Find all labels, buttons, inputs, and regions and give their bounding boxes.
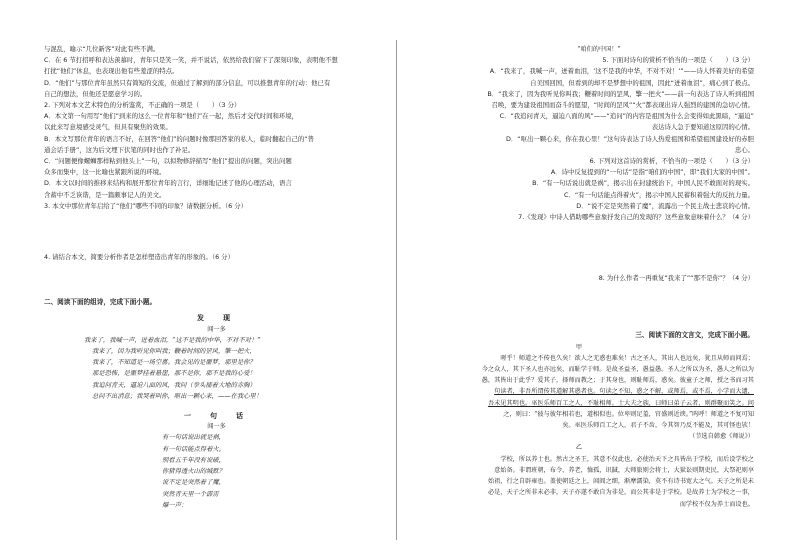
text-line: C．“我追问青天，逼迫八面的风”——“追问”的内容是祖国为什么会变得如此黑暗，“逼迫” bbox=[499, 112, 754, 121]
passage-line: 学校，所以养士也。然古之圣王，其意不仅此也，必使治天下之具皆出于学校，而后设学校之 bbox=[500, 455, 754, 463]
poem-line: 你猜得透火山的缄默？ bbox=[162, 468, 225, 476]
poem-line: 别看五千年没有说破， bbox=[162, 456, 225, 464]
text-line: D．“呕出一颗心来，你在我心里！”这句诗表达了诗人热爱祖国和希望祖国建设好的赤胆 bbox=[506, 134, 754, 143]
text-line: A．本文第一句用写“他们”到来的这么一位青年和“他们”在一起，然后才交代时间和环境， bbox=[44, 112, 299, 121]
poem-line: 有一句话能点得着火。 bbox=[162, 445, 225, 453]
classical-passage-b bbox=[404, 454, 754, 510]
passage-line: 愚，其皆出于此乎？爱其子，择师而教之；于其身也，则耻师焉，惑矣。彼童子之师，授之书而习其 bbox=[481, 377, 754, 385]
question-4: 4. 请结合本文，简要分析作者是怎样塑造出青年的形象的。（6 分） bbox=[44, 253, 234, 262]
text-line: 通会话手册”，这为后文埋下伏笔的同时也作了补足。 bbox=[44, 145, 195, 154]
text-line: 与混乱，喻示“几位新客”对此有些不满。 bbox=[44, 45, 160, 53]
passage-line: 矣。巫医乐师百工之人，君子不齿，今其智乃反不能及，其可怪也欤！ bbox=[562, 422, 754, 430]
passage-line: 始祖，行之自辟雍也。盖使朝廷之上，闾阎之细，渐摩濡染，莫不有诗书宽大之气。天子之所是未 bbox=[487, 478, 754, 486]
poem-line: 爆一声： bbox=[162, 501, 188, 509]
question-2: 2. 下列对本文艺术特色的分析鉴赏，不正确的一项是（ ）（3 分） bbox=[44, 101, 241, 110]
passage-line: 今之众人，其下圣人也亦远矣，而耻学于师。是故圣益圣，愚益愚。圣人之所以为圣，愚人之所以为 bbox=[481, 366, 754, 374]
text-line: B．本文写那位青年的语言不好，在回答“他们”的问题时像那回答家的私人，临时翻起自己的“普 bbox=[44, 134, 314, 143]
poem-line: 有一句话说出就是祸， bbox=[162, 434, 225, 442]
passage-line: 嗟乎！师道之不传也久矣！欲人之无惑也难矣！古之圣人，其出人也远矣，犹且从师而问焉； bbox=[500, 354, 754, 362]
section-heading: 二、阅读下面的组诗，完成下面小题。 bbox=[44, 298, 157, 307]
passage-line: 而学校不仅为养士而设也。 bbox=[679, 500, 754, 508]
poem-line: 我来了，因为我听见你叫我；鞭着时间的罡风，擎一把火， bbox=[92, 348, 256, 356]
column-divider bbox=[396, 40, 397, 540]
poem-body bbox=[44, 335, 389, 402]
poem-line: 我来了，不知道是一场空喜。我会见的是噩梦，那里是你？ bbox=[92, 359, 256, 367]
passage-label-yi: 乙 bbox=[575, 444, 583, 452]
text-line: A．诗中反复提到的“一句话”是指“咱们的中国”，即“我们大家的中国”。 bbox=[550, 168, 754, 177]
poem-line: 我追问青天，逼迫八面的风，我问（拳头擂着大地的赤胸） bbox=[92, 381, 256, 389]
poem-line: 那是恐怖，是噩梦挂着悬崖，那不是你，那不是我的心爱！ bbox=[92, 370, 256, 378]
passage-label-jia: 甲 bbox=[575, 343, 583, 351]
text-line: B．“有一句话说出就是祸”，揭示出在封建统治下，中国人民不敢面对的现实。 bbox=[532, 179, 754, 188]
text-line: 以此来写意境感受灵气，但具有聚焦的效果。 bbox=[44, 123, 172, 132]
text-line: B．“我来了，因为我听见你叫我；鞭着时间的罡风，擎一把火”——前一句表达了诗人听到祖国 bbox=[487, 89, 754, 98]
text-line: 忠心。 bbox=[734, 145, 754, 154]
passage-line-underlined: 吾未见其明也。巫医乐师百工之人，不耻相师。士大夫之族，曰师曰弟子云者，则群聚而笑之。问 bbox=[487, 399, 754, 407]
text-line: 自美国回国，但看到的却不是梦想中的祖国，因此“迸着血泪”，痛心到了极点。 bbox=[530, 78, 754, 87]
right-column bbox=[404, 44, 754, 510]
text-line: 打扰“他们”休息，也表现出他有些羞涩的特点。 bbox=[44, 67, 179, 76]
text-line: 自己的想法，但他还是愿意学习的。 bbox=[44, 89, 147, 98]
passage-source: （节选自韩愈《师说》） bbox=[689, 433, 754, 441]
poem-line: 说不定是突然着了魔， bbox=[162, 479, 225, 487]
poem-line: 突然青天里一个霹雳 bbox=[162, 490, 219, 498]
section-heading: 三、阅读下面的文言文，完成下面小题。 bbox=[635, 331, 754, 340]
poem-line: 我来了，我喊一声，迸着血泪，“这不是我的中华，不对不对！” bbox=[84, 336, 261, 344]
text-line: 众多而集中，这一比喻也紧跟所说的环境。 bbox=[44, 168, 166, 177]
classical-passage-a bbox=[404, 353, 754, 431]
passage-line-underlined: 句读者，非吾所谓传其道解其惑者也。句读之不知，惑之不解，或师焉，或不焉，小学而大遗， bbox=[494, 388, 754, 396]
question-7: 7.《发现》中诗人借助哪些意象抒发自己的发现的？这些意象意味着什么？（4 分） bbox=[518, 213, 754, 222]
poem-body bbox=[44, 432, 389, 510]
poem-line: 总问不出消息；我哭着叫你，呕出一颗心来，——在我心里！ bbox=[92, 392, 263, 400]
question-6: 6. 下列对这首诗的赏析，不恰当的一项是（ ）（3 分） bbox=[589, 157, 754, 166]
poem-closing-quote: “咱们的中国！” bbox=[577, 46, 621, 53]
text-line: 含蓄中不乏诙谐，是一篇颇事记人的美文。 bbox=[44, 190, 166, 199]
poem-title: 一 句 话 bbox=[184, 411, 249, 421]
passage-line: 之，则曰：“彼与彼年相若也，道相似也。位卑则足羞，官盛则近谀。”呜呼！师道之不复可知 bbox=[503, 410, 754, 418]
text-line: 表达诗人急于要知道这原因的心情。 bbox=[651, 123, 754, 132]
poem-title: 发 现 bbox=[197, 313, 236, 323]
question-5: 5. 下面对诗句的赏析不恰当的一项是（ ）（3 分） bbox=[602, 56, 754, 65]
poem-author: 闻一多 bbox=[207, 423, 226, 431]
text-line: A．“我来了，我喊一声，迸着血泪，‘这不是我的中华，不对不对！’”——诗人怀着美好的希望 bbox=[489, 67, 754, 76]
passage-line: 必是，天子之所非未必非，天子亦遂不敢自为非是，而公其非是于学校。是故养士为学校之一事， bbox=[487, 489, 754, 497]
text-line: C．“问题便像螺蛳那样粘到他头上”一句，以拟物修辞描写“他们”提出的问题，突出问题 bbox=[44, 157, 292, 166]
poem-author: 闻一多 bbox=[207, 325, 226, 333]
text-line: D．本文以时间的推移来结构和展开那位青年的言行，详细地记述了他的心理活动，语言 bbox=[44, 179, 292, 188]
question-8: 8. 为什么作者一再重复“我来了”“那不是你”？（4 分） bbox=[598, 274, 754, 283]
passage-line: 意始备。非谓班朝，布令，养老，恤孤，讯馘，大师旅则会将士，大狱讼则期吏民，大祭祀则享 bbox=[494, 466, 754, 474]
text-line: C．“有一句话能点得着火”，揭示中国人民蓄积着强大的反抗力量。 bbox=[563, 190, 754, 199]
text-line: D．“他们”与那位青年虽然只有简短的交流，但通过了解到的部分信息，可以推想青年的行动：他已有 bbox=[44, 78, 331, 87]
text-line: C．在 6 节打招呼和表达羡慕时，青年只是笑一笑，并不说话，依然给我们留下了深刻印象，表明他不想 bbox=[44, 56, 338, 65]
text-line: 召唤，要为建设祖国而奋斗的愿望，“时间的罡风”“火”都表现出诗人强烈的建国的急切心情。 bbox=[491, 101, 754, 110]
left-column bbox=[44, 44, 389, 511]
text-line: D．“说不定是突然着了魔”，流露出一个民主战士悲哀的心情。 bbox=[576, 201, 754, 210]
question-3: 3. 本文中那位青年启给了“他们”哪些不同的印象？请数据分析。（6 分） bbox=[44, 201, 247, 210]
